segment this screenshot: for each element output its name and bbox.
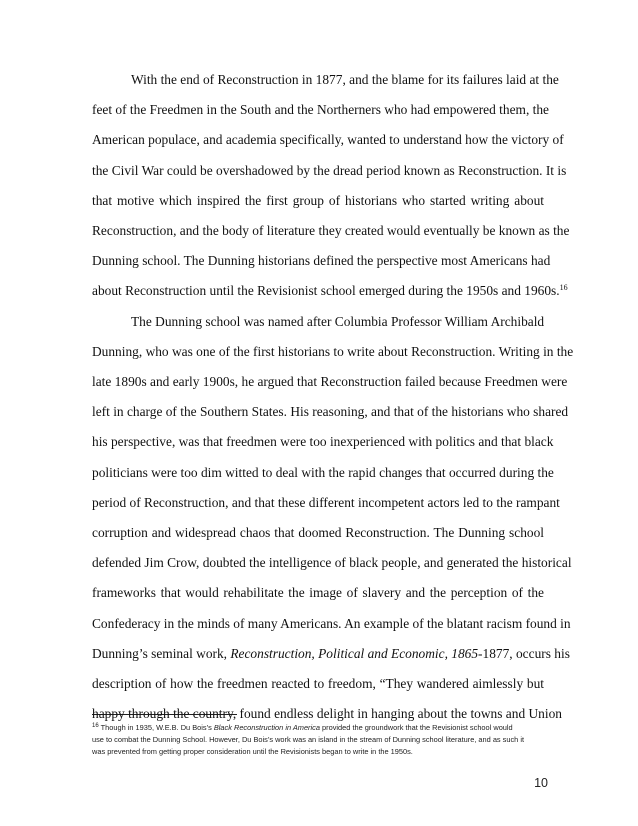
footnote-book-title: Black Reconstruction in America xyxy=(213,723,320,732)
footnote-line-2: use to combat the Dunning School. However, Du Bois’s work was an island in the stream of Dunning school literature, and as such it xyxy=(92,735,525,744)
footnote-reference-16: 16 xyxy=(559,283,568,292)
paragraph-1-line-6: Reconstruction, and the body of literature they created would eventually be known as the xyxy=(92,223,570,238)
paragraph-1-line-2: feet of the Freedmen in the South and the Northerners who had empowered them, the xyxy=(92,102,550,117)
book-title-reconstruction: Reconstruction, Political and Economic, 1865 xyxy=(230,646,479,661)
paragraph-2-line-13: description of how the freedmen reacted to freedom, “They wandered aimlessly but xyxy=(92,676,544,691)
paragraph-2-line-14: happy through the country, found endless delight in hanging about the towns and Union xyxy=(92,706,562,721)
page-number: 10 xyxy=(534,776,548,790)
paragraph-1-last-text: about Reconstruction until the Revisionist school emerged during the 1950s and 1960s. xyxy=(92,283,560,298)
paragraph-2-line-5: his perspective, was that freedmen were too inexperienced with politics and that black xyxy=(92,434,554,449)
paragraph-1-line-7: Dunning school. The Dunning historians defined the perspective most Americans had xyxy=(92,253,551,268)
paragraph-2-line-3: late 1890s and early 1900s, he argued that Reconstruction failed because Freedmen were xyxy=(92,374,568,389)
paragraph-2-line-2: Dunning, who was one of the first historians to write about Reconstruction. Writing in the xyxy=(92,344,574,359)
paragraph-1-line-5: that motive which inspired the first group of historians who started writing about xyxy=(92,193,544,208)
footnote-line-3: was prevented from getting proper consideration until the Revisionists began to write in the 1950s. xyxy=(92,747,413,756)
paragraph-1-line-8 xyxy=(92,283,568,299)
paragraph-2-line-7: period of Reconstruction, and that these different incompetent actors led to the rampant xyxy=(92,495,560,510)
footnote-mark: 16 xyxy=(92,723,99,729)
paragraph-2-line-11: Confederacy in the minds of many Americans. An example of the blatant racism found in xyxy=(92,616,571,631)
line-12-text-before: Dunning’s seminal work, xyxy=(92,646,231,661)
footnote-line-1 xyxy=(92,722,548,734)
paragraph-2-line-9: defended Jim Crow, doubted the intelligence of black people, and generated the historical xyxy=(92,555,572,570)
paragraph-1-line-3: American populace, and academia specifically, wanted to understand how the victory of xyxy=(92,132,564,147)
footnote-text-after: provided the groundwork that the Revisionist school would xyxy=(319,723,513,732)
paragraph-2-line-4: left in charge of the Southern States. His reasoning, and that of the historians who shared xyxy=(92,404,569,419)
paragraph-2-line-10: frameworks that would rehabilitate the image of slavery and the perception of the xyxy=(92,585,544,600)
line-12-text-after: -1877, occurs his xyxy=(478,646,570,661)
paragraph-2-line-1: The Dunning school was named after Columbia Professor William Archibald xyxy=(131,314,545,329)
paragraph-2-line-8: corruption and widespread chaos that doomed Reconstruction. The Dunning school xyxy=(92,525,544,540)
paragraph-1-line-4: the Civil War could be overshadowed by the dread period known as Reconstruction. It is xyxy=(92,163,567,178)
paragraph-2-line-12 xyxy=(92,646,570,662)
paragraph-1-line-1: With the end of Reconstruction in 1877, and the blame for its failures laid at the xyxy=(131,72,559,87)
paragraph-2-line-6: politicians were too dim witted to deal with the rapid changes that occurred during the xyxy=(92,465,554,480)
footnote-text-before: Though in 1935, W.E.B. Du Bois’s xyxy=(98,723,214,732)
